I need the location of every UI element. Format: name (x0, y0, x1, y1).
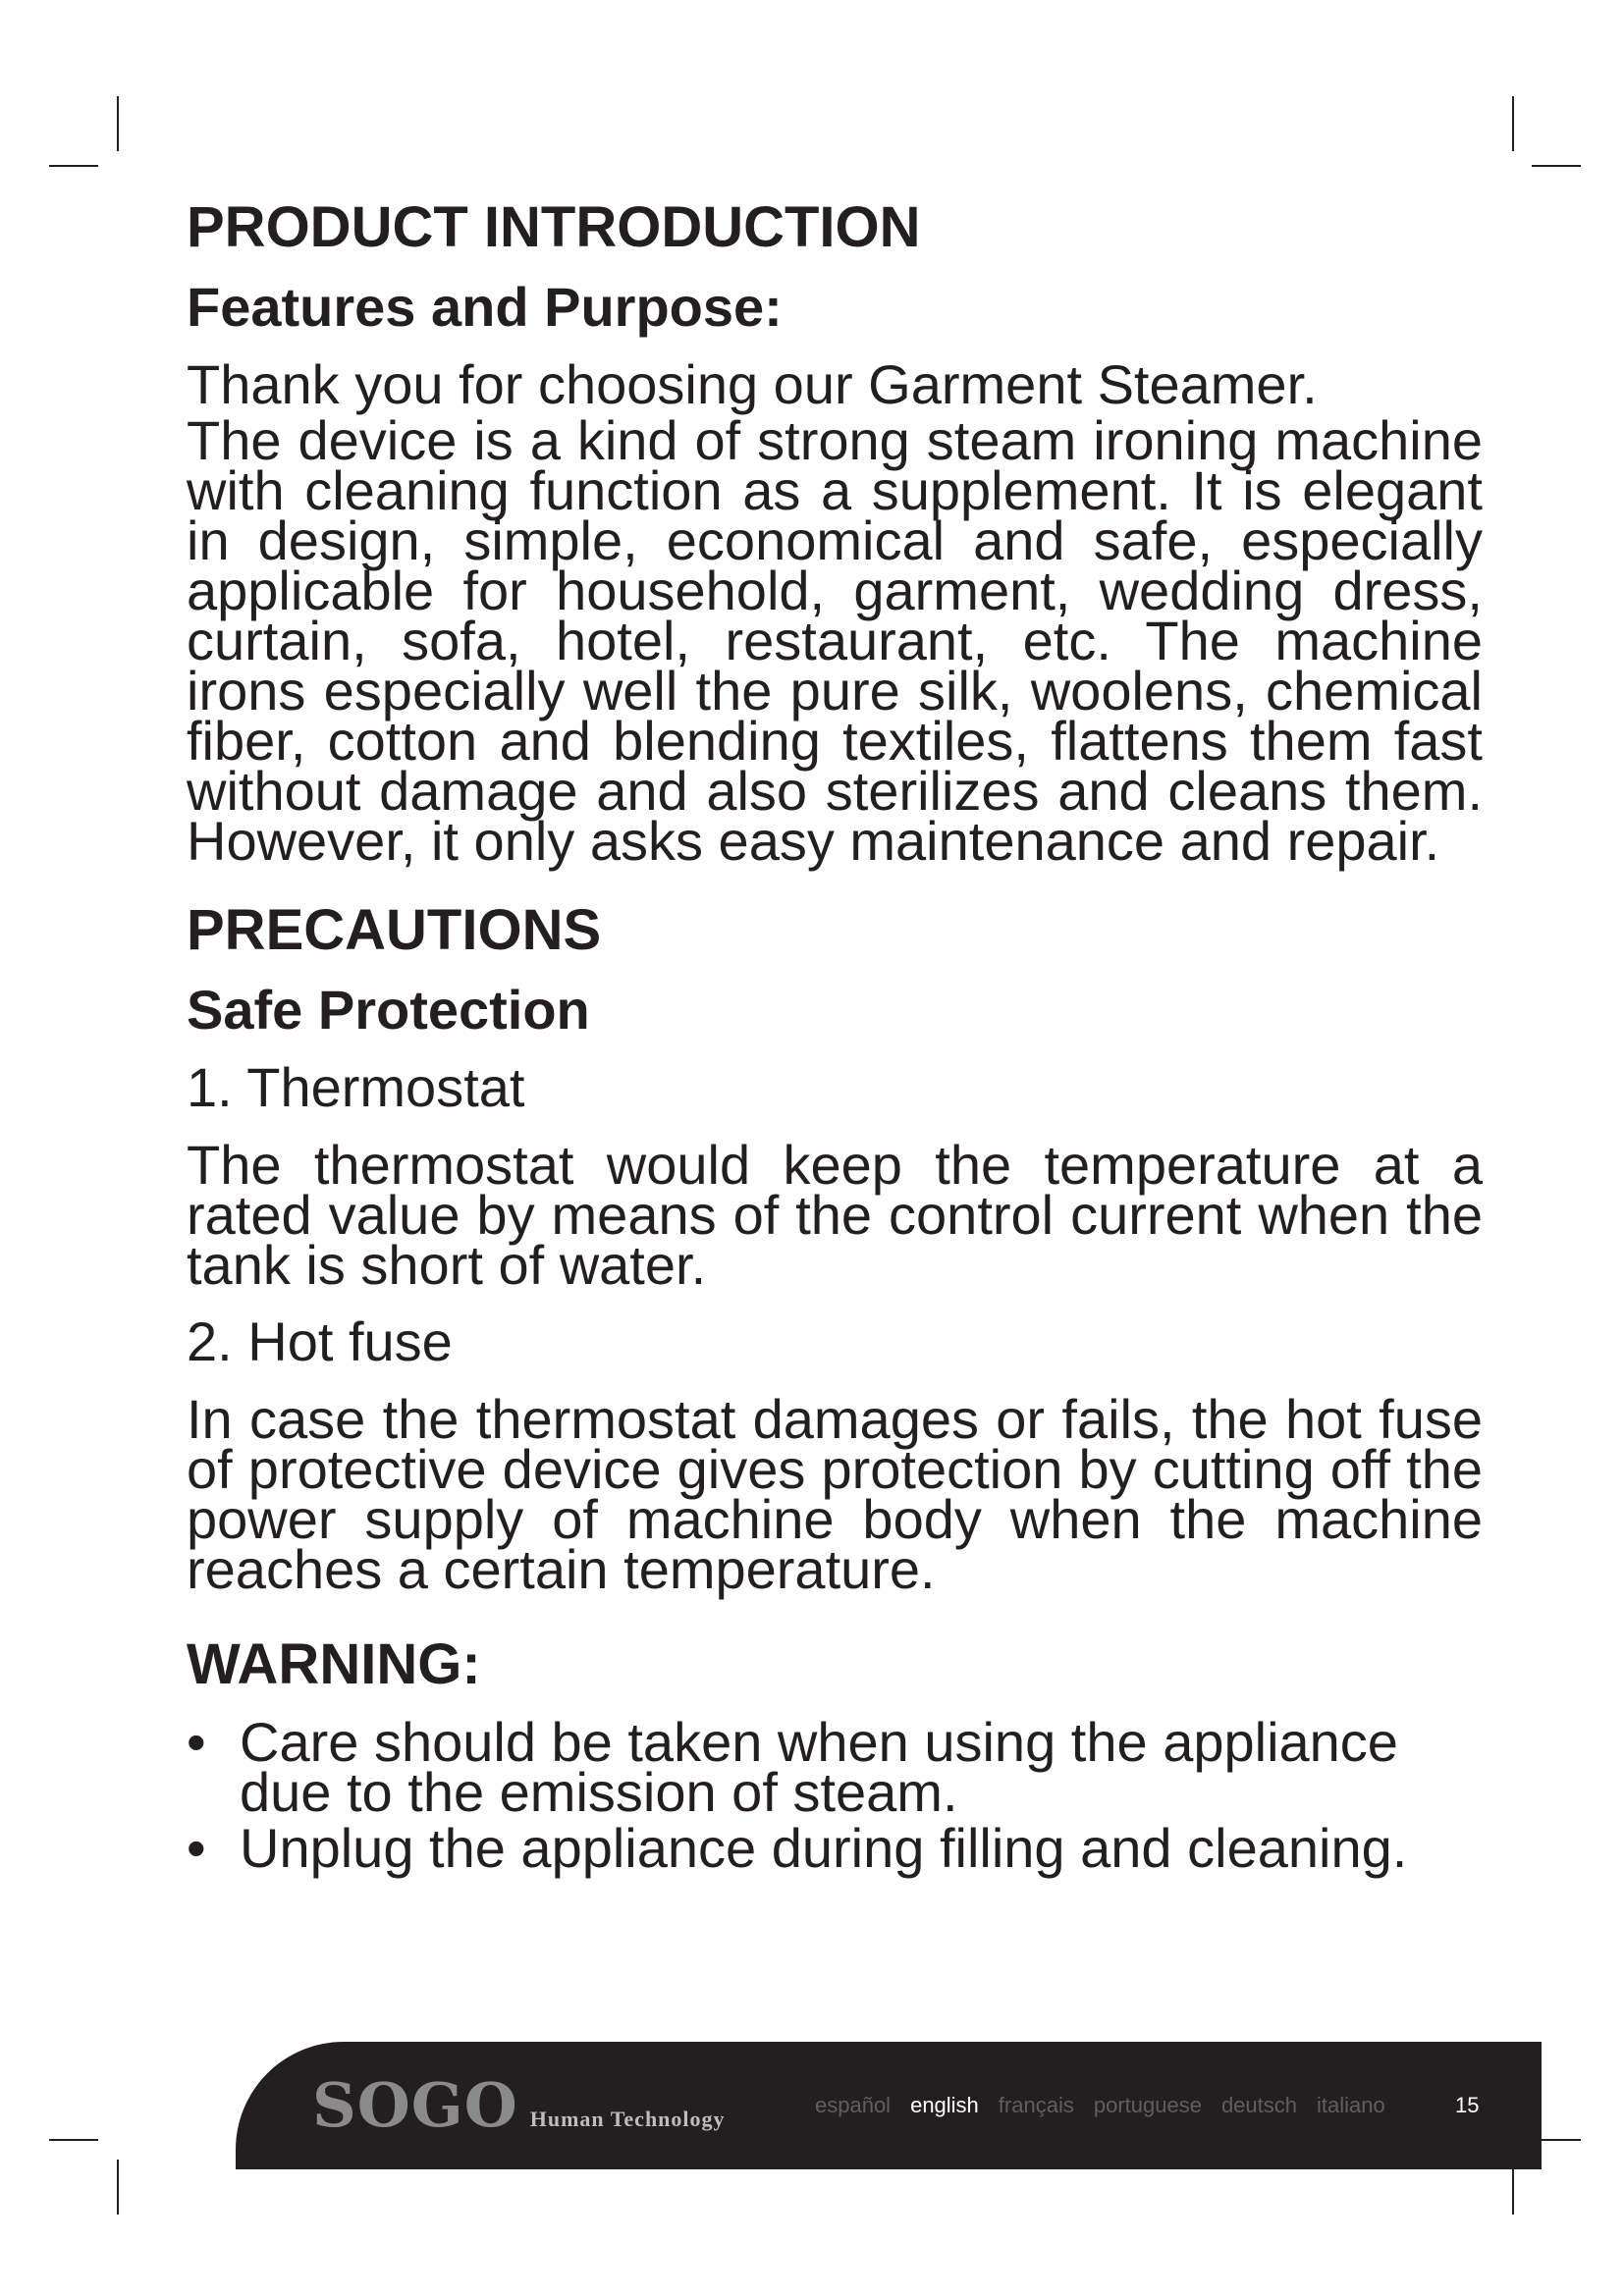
section-title-precautions: PRECAUTIONS (187, 897, 602, 962)
warning-title: WARNING: (187, 1631, 481, 1696)
item-hot-fuse-body: In case the thermostat damages or fails, the hot fuse of protective device gives protection by cutting off the power supply of machine body when the machine reaches a certain temperature. (187, 1387, 1483, 1600)
warning-item-text: Unplug the appliance during filling and cleaning. (240, 1817, 1408, 1880)
warning-list (187, 1711, 1483, 1880)
page-content (187, 195, 1483, 1880)
crop-mark (49, 165, 98, 167)
page-number: 15 (1455, 2093, 1480, 2117)
language-francais: français (998, 2093, 1074, 2117)
warning-item-text: Care should be taken when using the appliance due to the emission of steam. (240, 1711, 1398, 1824)
subtitle-features-and-purpose: Features and Purpose: (187, 275, 783, 338)
section-title-product-introduction: PRODUCT INTRODUCTION (187, 195, 921, 259)
subtitle-safe-protection: Safe Protection (187, 978, 590, 1041)
language-portuguese: portuguese (1093, 2093, 1202, 2117)
logo-wordmark: SOGO (312, 2069, 518, 2141)
item-thermostat-title: 1. Thermostat (187, 1056, 525, 1119)
crop-mark (117, 2160, 119, 2215)
language-italiano: italiano (1317, 2093, 1385, 2117)
bullet-icon: • (187, 1711, 206, 1774)
crop-mark (49, 2139, 98, 2141)
footer-bar (236, 2042, 1542, 2169)
language-espanol: español (815, 2093, 892, 2117)
logo-tagline: Human Technology (529, 2107, 726, 2131)
item-thermostat-body: The thermostat would keep the temperature at a rated value by means of the control current when the tank is short of water. (187, 1133, 1483, 1296)
brand-logo (312, 2069, 726, 2141)
crop-mark (1512, 96, 1514, 151)
list-item (187, 1711, 1483, 1824)
crop-mark (1532, 165, 1581, 167)
list-item (187, 1817, 1483, 1880)
item-hot-fuse-title: 2. Hot fuse (187, 1309, 453, 1372)
features-paragraph: The device is a kind of strong steam ironing machine with cleaning function as a supplement. It is elegant in design, simple, economical and safe, especially applicable for household, garment, wedding dress, curtain, sofa, hotel, restaurant, etc. The machine irons especially well the pure silk, woolens, chemical fiber, cotton and blending textiles, flattens them fast without damage and also sterilizes and cleans them. However, it only asks easy maintenance and repair. (187, 408, 1483, 872)
language-list (815, 2093, 1385, 2118)
crop-mark (117, 96, 119, 151)
intro-text: Thank you for choosing our Garment Steamer. (187, 353, 1318, 416)
language-english: english (910, 2093, 979, 2117)
bullet-icon: • (187, 1817, 206, 1880)
language-deutsch: deutsch (1220, 2093, 1297, 2117)
